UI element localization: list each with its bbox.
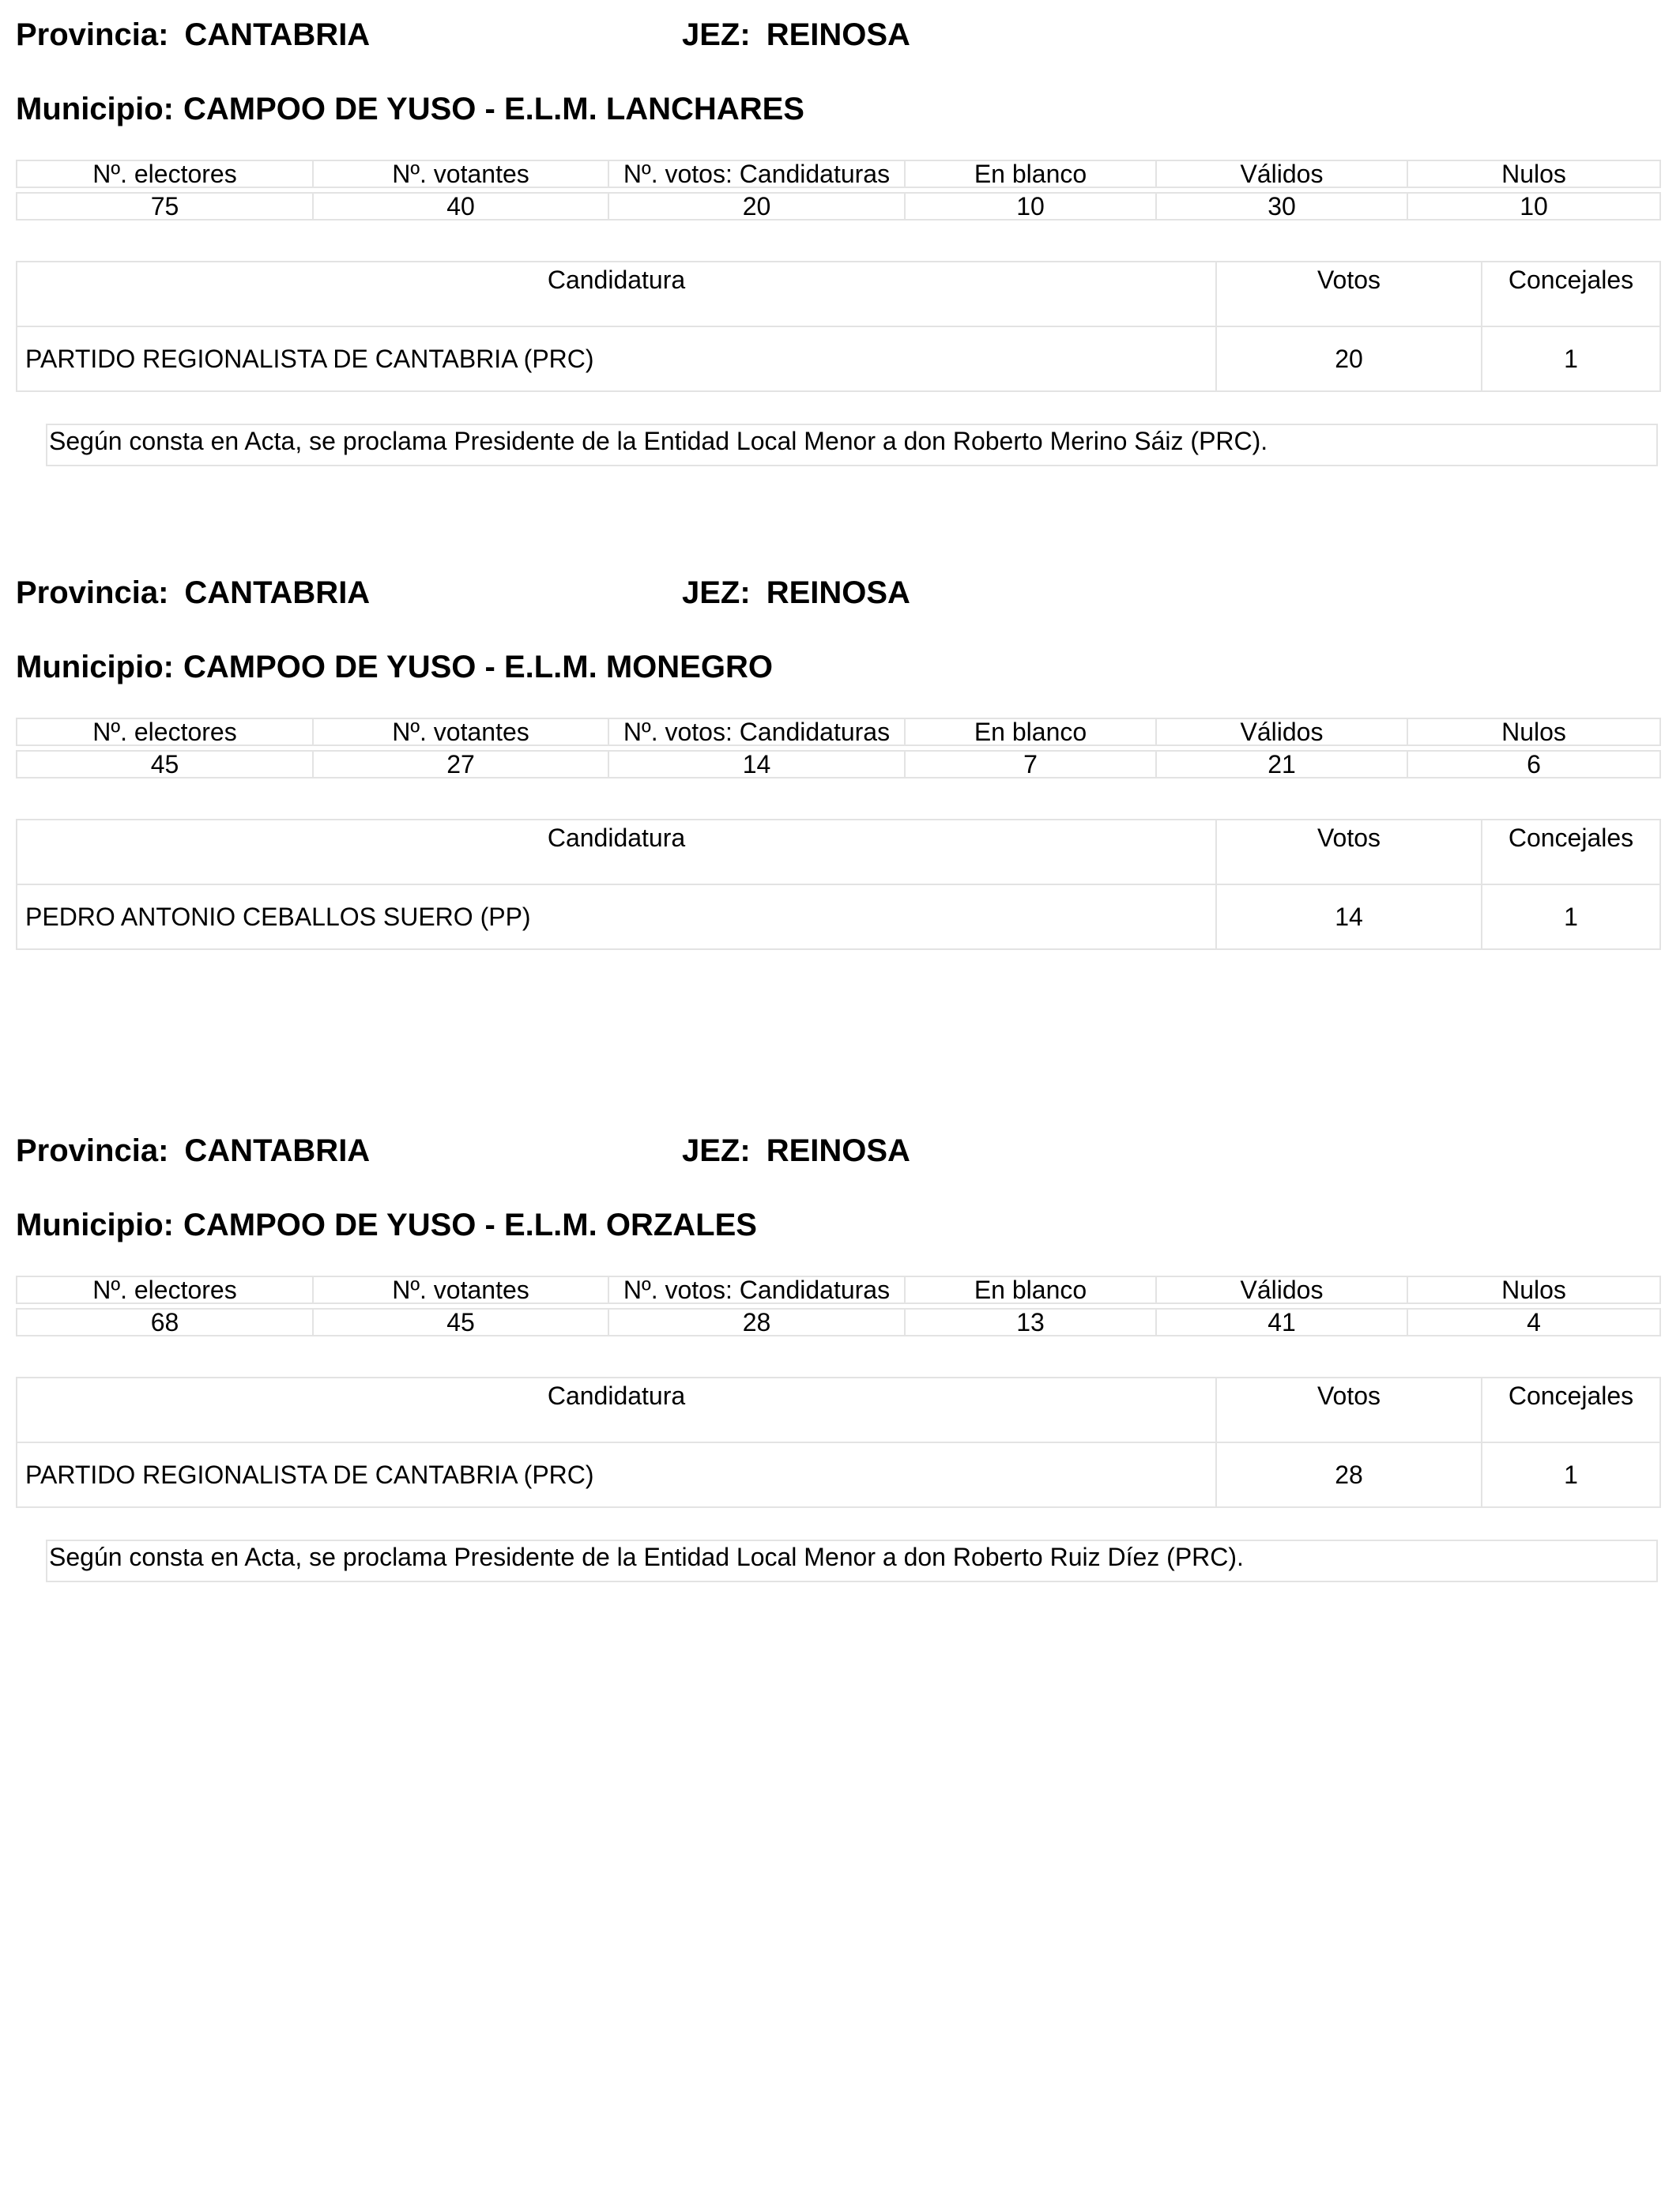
jez-header	[682, 1132, 910, 1170]
value-en-blanco: 10	[905, 193, 1156, 220]
proclamation-text: Según consta en Acta, se proclama Presidente de la Entidad Local Menor a don Roberto Merino Sáiz (PRC).	[49, 427, 1268, 455]
header-nulos: Nulos	[1407, 718, 1660, 745]
jez-header	[682, 16, 910, 54]
header-en-blanco: En blanco	[905, 160, 1156, 187]
municipio-label: Municipio:	[16, 1208, 174, 1242]
municipio-label: Municipio:	[16, 92, 174, 126]
candidatura-votos: 20	[1216, 326, 1482, 391]
header-candidatura: Candidatura	[17, 1378, 1216, 1442]
value-votos-candidaturas: 28	[608, 1309, 905, 1336]
candidaturas-table	[16, 261, 1661, 392]
candidaturas-table	[16, 819, 1661, 950]
provincia-header	[16, 16, 370, 54]
value-votos-candidaturas: 14	[608, 751, 905, 778]
stats-table	[16, 718, 1661, 778]
header-validos: Válidos	[1156, 718, 1407, 745]
provincia-label: Provincia:	[16, 575, 169, 610]
header-votantes: Nº. votantes	[313, 1276, 608, 1303]
municipio-label: Municipio:	[16, 650, 174, 684]
value-validos: 41	[1156, 1309, 1407, 1336]
header-votos: Votos	[1216, 820, 1482, 884]
provincia-value: CANTABRIA	[184, 575, 371, 610]
municipio-header	[16, 90, 804, 128]
value-electores: 75	[17, 193, 313, 220]
candidatura-votos: 14	[1216, 884, 1482, 949]
candidatura-votos: 28	[1216, 1442, 1482, 1507]
candidaturas-header-row	[17, 820, 1660, 884]
value-votantes: 27	[313, 751, 608, 778]
stats-header-row	[17, 1276, 1660, 1303]
value-electores: 45	[17, 751, 313, 778]
provincia-label: Provincia:	[16, 1133, 169, 1168]
value-nulos: 4	[1407, 1309, 1660, 1336]
municipio-value: CAMPOO DE YUSO - E.L.M. LANCHARES	[183, 92, 804, 126]
provincia-header	[16, 574, 370, 612]
header-nulos: Nulos	[1407, 1276, 1660, 1303]
value-nulos: 6	[1407, 751, 1660, 778]
stats-table	[16, 160, 1661, 221]
header-electores: Nº. electores	[17, 1276, 313, 1303]
value-en-blanco: 13	[905, 1309, 1156, 1336]
value-en-blanco: 7	[905, 751, 1156, 778]
stats-header-row	[17, 160, 1660, 187]
stats-value-row	[17, 1309, 1660, 1336]
header-validos: Válidos	[1156, 160, 1407, 187]
jez-label: JEZ:	[682, 575, 751, 610]
provincia-value: CANTABRIA	[184, 17, 371, 52]
header-electores: Nº. electores	[17, 160, 313, 187]
value-votantes: 45	[313, 1309, 608, 1336]
jez-header	[682, 574, 910, 612]
value-votantes: 40	[313, 193, 608, 220]
header-concejales: Concejales	[1482, 820, 1660, 884]
header-votos-candidaturas: Nº. votos: Candidaturas	[608, 718, 905, 745]
stats-value-row	[17, 751, 1660, 778]
header-concejales: Concejales	[1482, 262, 1660, 326]
candidatura-concejales: 1	[1482, 1442, 1660, 1507]
municipio-header	[16, 648, 773, 686]
candidatura-name: PARTIDO REGIONALISTA DE CANTABRIA (PRC)	[17, 1442, 1216, 1507]
stats-table	[16, 1276, 1661, 1336]
candidaturas-header-row	[17, 1378, 1660, 1442]
header-concejales: Concejales	[1482, 1378, 1660, 1442]
header-candidatura: Candidatura	[17, 262, 1216, 326]
value-votos-candidaturas: 20	[608, 193, 905, 220]
value-nulos: 10	[1407, 193, 1660, 220]
header-nulos: Nulos	[1407, 160, 1660, 187]
value-electores: 68	[17, 1309, 313, 1336]
jez-label: JEZ:	[682, 1133, 751, 1168]
header-votantes: Nº. votantes	[313, 160, 608, 187]
candidatura-name: PEDRO ANTONIO CEBALLOS SUERO (PP)	[17, 884, 1216, 949]
proclamation-text: Según consta en Acta, se proclama Presidente de la Entidad Local Menor a don Roberto Ruiz Díez (PRC).	[49, 1543, 1244, 1571]
jez-value: REINOSA	[766, 1133, 910, 1168]
value-validos: 21	[1156, 751, 1407, 778]
candidaturas-header-row	[17, 262, 1660, 326]
header-votos: Votos	[1216, 262, 1482, 326]
jez-value: REINOSA	[766, 575, 910, 610]
candidatura-row	[17, 326, 1660, 391]
proclamation-note	[46, 424, 1658, 466]
jez-label: JEZ:	[682, 17, 751, 52]
candidaturas-table	[16, 1377, 1661, 1508]
header-votos-candidaturas: Nº. votos: Candidaturas	[608, 1276, 905, 1303]
municipio-value: CAMPOO DE YUSO - E.L.M. MONEGRO	[183, 650, 773, 684]
stats-value-row	[17, 193, 1660, 220]
header-candidatura: Candidatura	[17, 820, 1216, 884]
candidatura-row	[17, 1442, 1660, 1507]
header-votos: Votos	[1216, 1378, 1482, 1442]
jez-value: REINOSA	[766, 17, 910, 52]
header-votantes: Nº. votantes	[313, 718, 608, 745]
value-validos: 30	[1156, 193, 1407, 220]
header-en-blanco: En blanco	[905, 1276, 1156, 1303]
header-validos: Válidos	[1156, 1276, 1407, 1303]
candidatura-name: PARTIDO REGIONALISTA DE CANTABRIA (PRC)	[17, 326, 1216, 391]
candidatura-row	[17, 884, 1660, 949]
municipio-value: CAMPOO DE YUSO - E.L.M. ORZALES	[183, 1208, 757, 1242]
municipio-header	[16, 1206, 757, 1244]
candidatura-concejales: 1	[1482, 884, 1660, 949]
provincia-label: Provincia:	[16, 17, 169, 52]
header-en-blanco: En blanco	[905, 718, 1156, 745]
proclamation-note	[46, 1540, 1658, 1582]
header-electores: Nº. electores	[17, 718, 313, 745]
candidatura-concejales: 1	[1482, 326, 1660, 391]
provincia-value: CANTABRIA	[184, 1133, 371, 1168]
header-votos-candidaturas: Nº. votos: Candidaturas	[608, 160, 905, 187]
stats-header-row	[17, 718, 1660, 745]
provincia-header	[16, 1132, 370, 1170]
